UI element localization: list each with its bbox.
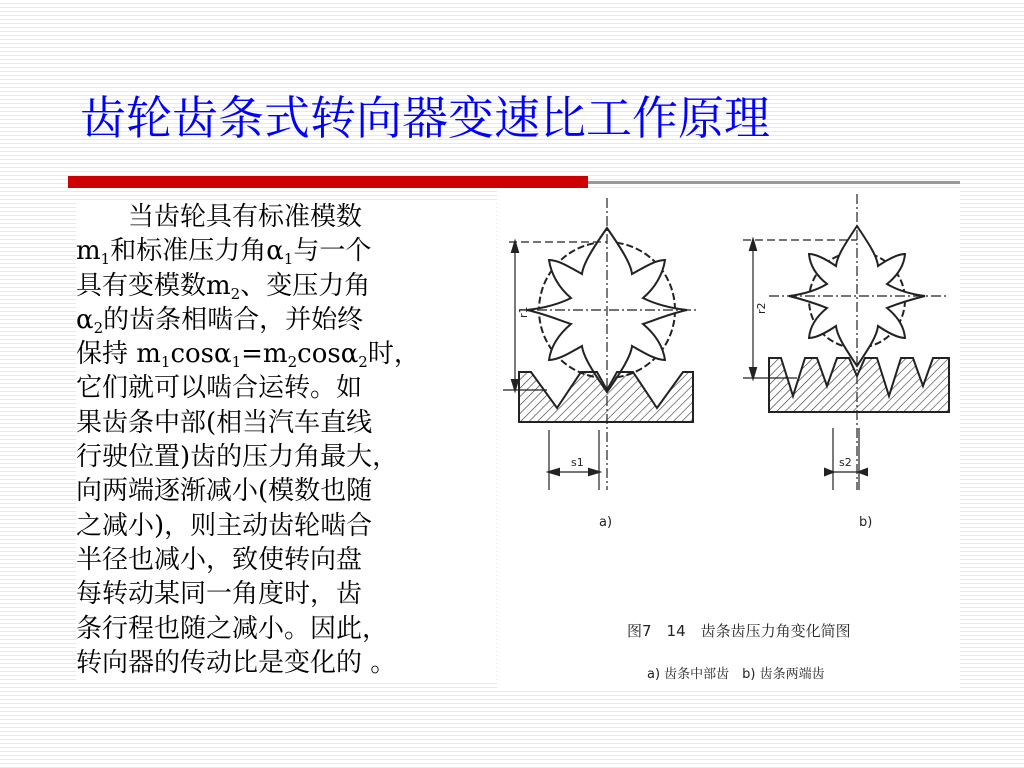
body-line-7: 果齿条中部(相当汽车直线 (76, 407, 373, 438)
gear-rack-figure (497, 190, 960, 688)
body-line-3 (76, 269, 496, 303)
rack-b (769, 358, 949, 412)
subscript: 2 (93, 318, 104, 337)
body-text-span: 、变压力角 (240, 270, 371, 301)
panel-b (743, 194, 949, 490)
dim-label-r2: r2 (755, 302, 768, 314)
body-line-5 (76, 337, 496, 371)
slide-title: 齿轮齿条式转向器变速比工作原理 (80, 91, 770, 145)
body-text-span: cosα (170, 339, 232, 370)
panel-label-a: a) (599, 515, 613, 530)
body-line-4 (76, 303, 496, 337)
body-text-span: 时， (367, 339, 420, 370)
subscript: 2 (287, 353, 298, 372)
body-line-10: 之减小)，则主动齿轮啮合 (76, 510, 373, 541)
body-line-8: 行驶位置)齿的压力角最大， (76, 442, 399, 473)
dim-label-s2: s2 (839, 456, 852, 469)
body-text-span: 具有变模数m (76, 270, 231, 301)
body-text-span: =m (241, 339, 288, 370)
body-text-span: 当齿轮具有标准模数 (128, 202, 363, 232)
subscript: 2 (358, 353, 368, 372)
dim-label-r1: r1 (517, 306, 530, 318)
body-text-span: cosα (297, 339, 359, 370)
body-line-6: 它们就可以啮合运转。如 (76, 373, 363, 404)
subscript: 1 (100, 250, 111, 269)
body-line-9: 向两端逐渐减小(模数也随 (76, 476, 373, 507)
body-line-14: 转向器的传动比是变化的 。 (76, 647, 397, 678)
body-line-11: 半径也减小，致使转向盘 (76, 544, 363, 575)
body-text-span: 的齿条相啮合，并始终 (103, 304, 364, 335)
figure-subcaption: a) 齿条中部齿 b) 齿条两端齿 (647, 667, 825, 682)
body-line-12: 每转动某同一角度时，齿 (76, 579, 363, 610)
body-text-span: 保持 m (76, 339, 161, 370)
title-underline-gray (588, 181, 960, 184)
body-text-span: α (76, 304, 94, 335)
body-paragraph (76, 200, 496, 680)
body-line-13: 条行程也随之减小。因此， (76, 613, 389, 644)
body-line-1 (76, 200, 496, 234)
body-text-span: 和标准压力角α (110, 236, 284, 267)
subscript: 2 (230, 284, 241, 303)
panel-a (503, 198, 697, 490)
body-text-span: 与一个 (293, 236, 372, 267)
subscript: 1 (160, 353, 171, 372)
figure-caption: 图7 14 齿条齿压力角变化简图 (627, 622, 851, 640)
panel-label-b: b) (859, 515, 873, 530)
body-line-2 (76, 234, 496, 268)
body-text-span: m (76, 236, 101, 267)
title-underline-red (68, 176, 588, 188)
dim-label-s1: s1 (571, 456, 584, 469)
subscript: 1 (283, 250, 294, 269)
subscript: 1 (231, 353, 242, 372)
gear-rack-diagram (497, 190, 960, 688)
